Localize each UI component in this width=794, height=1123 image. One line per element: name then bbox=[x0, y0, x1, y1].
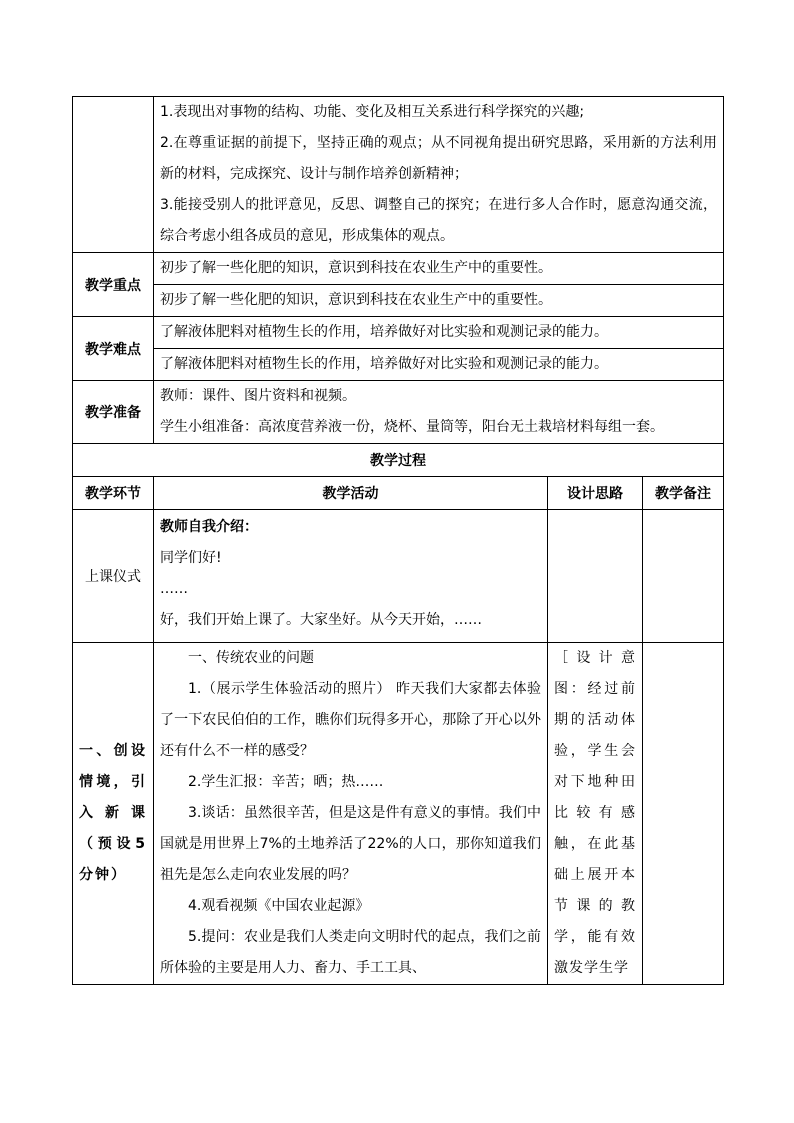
ceremony-stage: 上课仪式 bbox=[73, 510, 154, 643]
key-points-row bbox=[73, 253, 724, 285]
section1-heading: 一、传统农业的问题 bbox=[188, 650, 314, 666]
lesson-plan-table bbox=[72, 96, 724, 985]
ceremony-line: …… bbox=[160, 581, 188, 597]
section1-stage: 一、创设情境，引入新课（预设5分钟） bbox=[73, 643, 154, 985]
section1-paragraph: 1.（展示学生体验活动的照片） 昨天我们大家都去体验了一下农民伯伯的工作，瞧你们玩得多开心，那除了开心以外还有什么不一样的感受？ bbox=[160, 681, 541, 759]
objective-item: 1.表现出对事物的结构、功能、变化及相互关系进行科学探究的兴趣; bbox=[160, 104, 585, 120]
section1-row bbox=[73, 643, 724, 985]
key-points-line: 初步了解一些化肥的知识，意识到科技在农业生产中的重要性。 bbox=[154, 285, 724, 317]
section1-notes-cell bbox=[643, 643, 724, 985]
ceremony-activity bbox=[154, 510, 548, 643]
column-header: 教学环节 bbox=[73, 477, 154, 510]
key-points-line: 初步了解一些化肥的知识，意识到科技在农业生产中的重要性。 bbox=[154, 253, 724, 285]
preparation-students: 学生小组准备：高浓度营养液一份，烧杯、量筒等，阳台无土栽培材料每组一套。 bbox=[160, 419, 664, 435]
attitude-objectives-row bbox=[73, 97, 724, 253]
key-points-row bbox=[73, 285, 724, 317]
process-title: 教学过程 bbox=[73, 444, 724, 477]
ceremony-notes-cell bbox=[643, 510, 724, 643]
ceremony-heading: 教师自我介绍： bbox=[160, 519, 258, 535]
preparation-teacher: 教师：课件、图片资料和视频。 bbox=[160, 388, 356, 404]
difficulties-row bbox=[73, 349, 724, 381]
preparation-label: 教学准备 bbox=[73, 381, 154, 444]
difficulties-line: 了解液体肥料对植物生长的作用，培养做好对比实验和观测记录的能力。 bbox=[154, 317, 724, 349]
preparation-cell bbox=[154, 381, 724, 444]
section1-paragraph: 3.谈话：虽然很辛苦，但是这是件有意义的事情。我们中国就是用世界上7%的土地养活了22%的人口，那你知道我们祖先是怎么走向农业发展的吗？ bbox=[160, 805, 541, 883]
attitude-objectives-cell bbox=[154, 97, 724, 253]
section1-paragraph: 5.提问：农业是我们人类走向文明时代的起点，我们之前所体验的主要是用人力、畜力、手工工具、 bbox=[160, 929, 541, 976]
ceremony-row bbox=[73, 510, 724, 643]
preparation-row bbox=[73, 381, 724, 444]
attitude-label-cell bbox=[73, 97, 154, 253]
ceremony-line: 同学们好! bbox=[160, 550, 222, 566]
ceremony-line: 好，我们开始上课了。大家坐好。从今天开始，…… bbox=[160, 612, 482, 628]
column-header-row bbox=[73, 477, 724, 510]
ceremony-design-cell bbox=[548, 510, 643, 643]
section1-activity bbox=[154, 643, 548, 985]
column-header: 教学活动 bbox=[154, 477, 548, 510]
column-header: 设计思路 bbox=[548, 477, 643, 510]
difficulties-label: 教学难点 bbox=[73, 317, 154, 381]
process-title-row bbox=[73, 444, 724, 477]
section1-design: ［设计意图：经过前期的活动体验，学生会对下地种田比较有感触，在此基础上展开本节课的教学，能有效激发学生学 bbox=[548, 643, 643, 985]
objective-item: 2.在尊重证据的前提下，坚持正确的观点；从不同视角提出研究思路，采用新的方法利用新的材料，完成探究、设计与制作培养创新精神； bbox=[160, 135, 718, 182]
section1-paragraph: 2.学生汇报：辛苦；晒；热…… bbox=[188, 774, 384, 790]
objective-item: 3.能接受别人的批评意见，反思、调整自己的探究；在进行多人合作时，愿意沟通交流，综合考虑小组各成员的意见，形成集体的观点。 bbox=[160, 197, 718, 244]
difficulties-line: 了解液体肥料对植物生长的作用，培养做好对比实验和观测记录的能力。 bbox=[154, 349, 724, 381]
difficulties-row bbox=[73, 317, 724, 349]
column-header: 教学备注 bbox=[643, 477, 724, 510]
key-points-label: 教学重点 bbox=[73, 253, 154, 317]
section1-paragraph: 4.观看视频《中国农业起源》 bbox=[188, 898, 370, 914]
